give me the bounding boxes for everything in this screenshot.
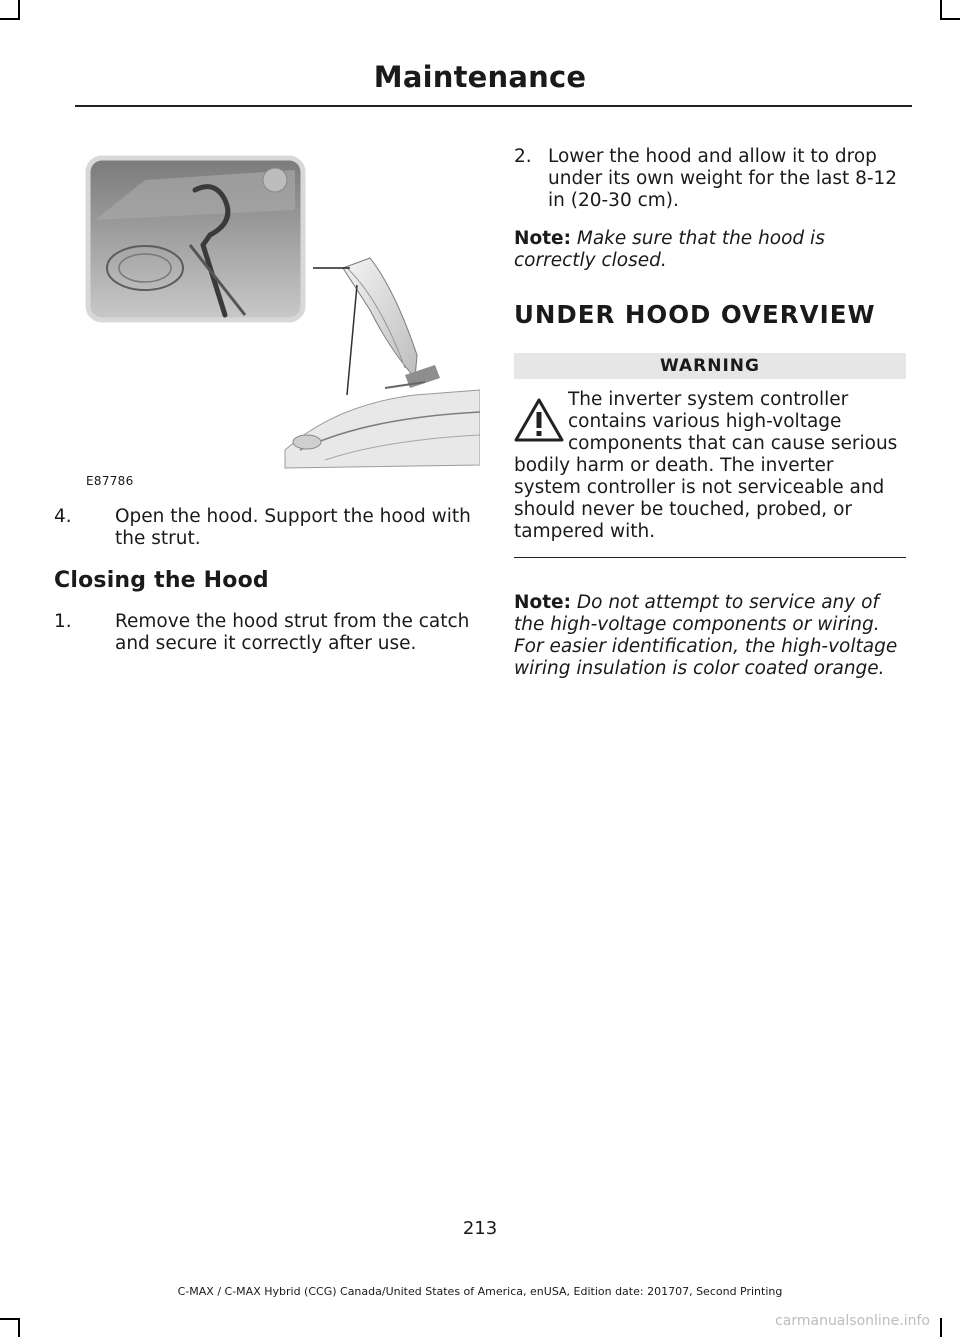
under-hood-overview-heading: UNDER HOOD OVERVIEW: [514, 300, 876, 329]
note: [514, 592, 906, 680]
step-2: [514, 146, 906, 212]
crop-mark: [0, 18, 20, 20]
crop-mark: [940, 0, 942, 20]
step-text: Remove the hood strut from the catch and secure it correctly after use.: [115, 611, 470, 654]
page-number: 213: [462, 1218, 498, 1239]
warning-box: [514, 389, 906, 558]
note-label: Note:: [514, 592, 571, 613]
note-text: Do not attempt to service any of the high-voltage components or wiring. For easier identification, the high-voltage wiring insulation is color coated orange.: [514, 592, 898, 679]
crop-mark: [18, 0, 20, 20]
step-number: 4.: [54, 506, 72, 527]
note-text: Make sure that the hood is correctly closed.: [514, 228, 825, 271]
step-text: Open the hood. Support the hood with the strut.: [115, 506, 471, 549]
crop-mark: [0, 1318, 20, 1320]
note: [514, 228, 906, 272]
step-text: Lower the hood and allow it to drop under its own weight for the last 8-12 in (20-30 cm).: [548, 146, 898, 211]
figure-code: E87786: [86, 474, 134, 488]
closing-hood-heading: Closing the Hood: [54, 568, 269, 593]
crop-mark: [18, 1318, 20, 1337]
edition-footer: C-MAX / C-MAX Hybrid (CCG) Canada/United States of America, enUSA, Edition date: 201707, Second Printing: [177, 1285, 783, 1298]
step-number: 1.: [54, 611, 72, 632]
step-number: 2.: [514, 146, 532, 167]
warning-title: WARNING: [514, 353, 906, 379]
crop-mark: [940, 18, 960, 20]
left-column: [54, 500, 478, 671]
page-title: Maintenance: [373, 60, 587, 94]
right-column: [514, 146, 906, 696]
watermark: carmanualsonline.info: [775, 1313, 930, 1329]
step-1: [54, 611, 478, 655]
header-divider: [75, 105, 912, 107]
warning-text: The inverter system controller contains various high-voltage components that can cause serious bodily harm or death. The inverter system controller is not serviceable and should never be touched, probed, or tampered with.: [514, 389, 898, 542]
step-4: [54, 506, 478, 550]
crop-mark: [940, 1318, 942, 1337]
hood-strut-illustration: [85, 150, 480, 480]
note-label: Note:: [514, 228, 571, 249]
warning-triangle-icon: [514, 397, 564, 443]
